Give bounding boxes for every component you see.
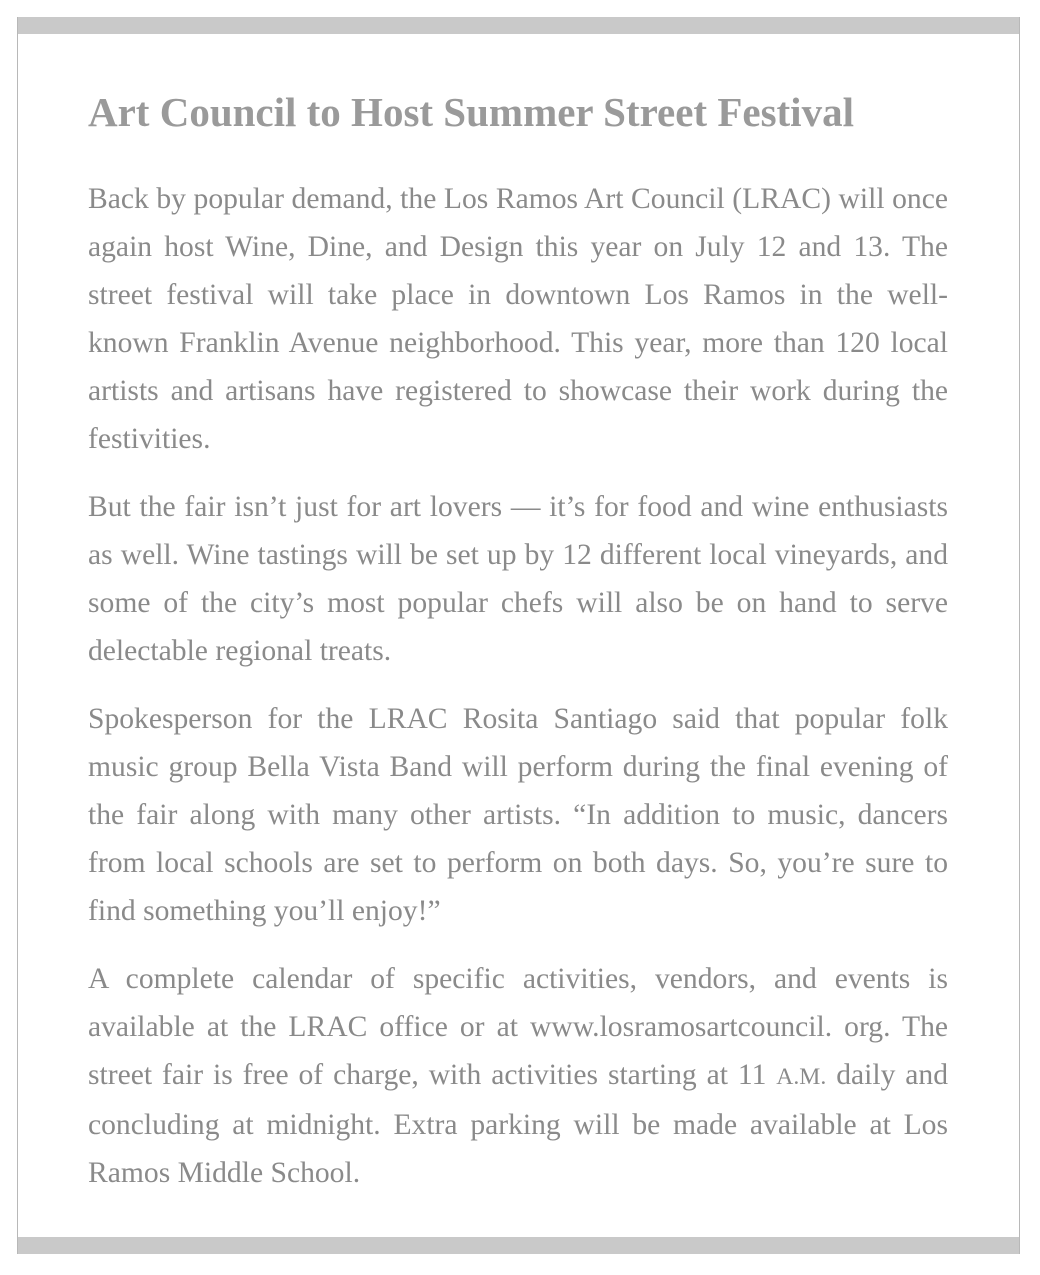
article-body xyxy=(88,83,948,1217)
paragraph-1: Back by popular demand, the Los Ramos Art Council (LRAC) will once again host Wine, Dine, and Design this year on July 12 and 13. The street festival will take place in downtown Los Ramos in the well-known Franklin Avenue neighborhood. This year, more than 120 local artists and artisans have registered to showcase their work during the festivities. xyxy=(88,183,948,455)
top-border-bar xyxy=(18,17,1019,34)
article-headline: Art Council to Host Summer Street Festival xyxy=(88,89,854,135)
bottom-border-bar xyxy=(18,1237,1019,1254)
paragraph-4-text-start: A complete calendar of specific activities, vendors, and events is available at the LRAC office or at www.losramosartcouncil. org. The street fair is free of charge, with activities starting at 11 xyxy=(88,963,948,1091)
article-frame xyxy=(17,17,1020,1254)
time-suffix: A.M. xyxy=(776,1064,827,1090)
paragraph-4-text-end: daily and concluding at midnight. Extra parking will be made available at Los Ramos Middle School. xyxy=(88,1059,948,1189)
paragraph-2: But the fair isn’t just for art lovers — it’s for food and wine enthusiasts as well. Wine tastings will be set up by 12 different local vineyards, and some of the city’s most popular chefs will also be on hand to serve delectable regional treats. xyxy=(88,491,948,667)
paragraph-3: Spokesperson for the LRAC Rosita Santiago said that popular folk music group Bella Vista Band will perform during the final evening of the fair along with many other artists. “In addition to music, dancers from local schools are set to perform on both days. So, you’re sure to find something you’ll enjoy!” xyxy=(88,703,948,927)
paragraph-4 xyxy=(88,955,948,1197)
